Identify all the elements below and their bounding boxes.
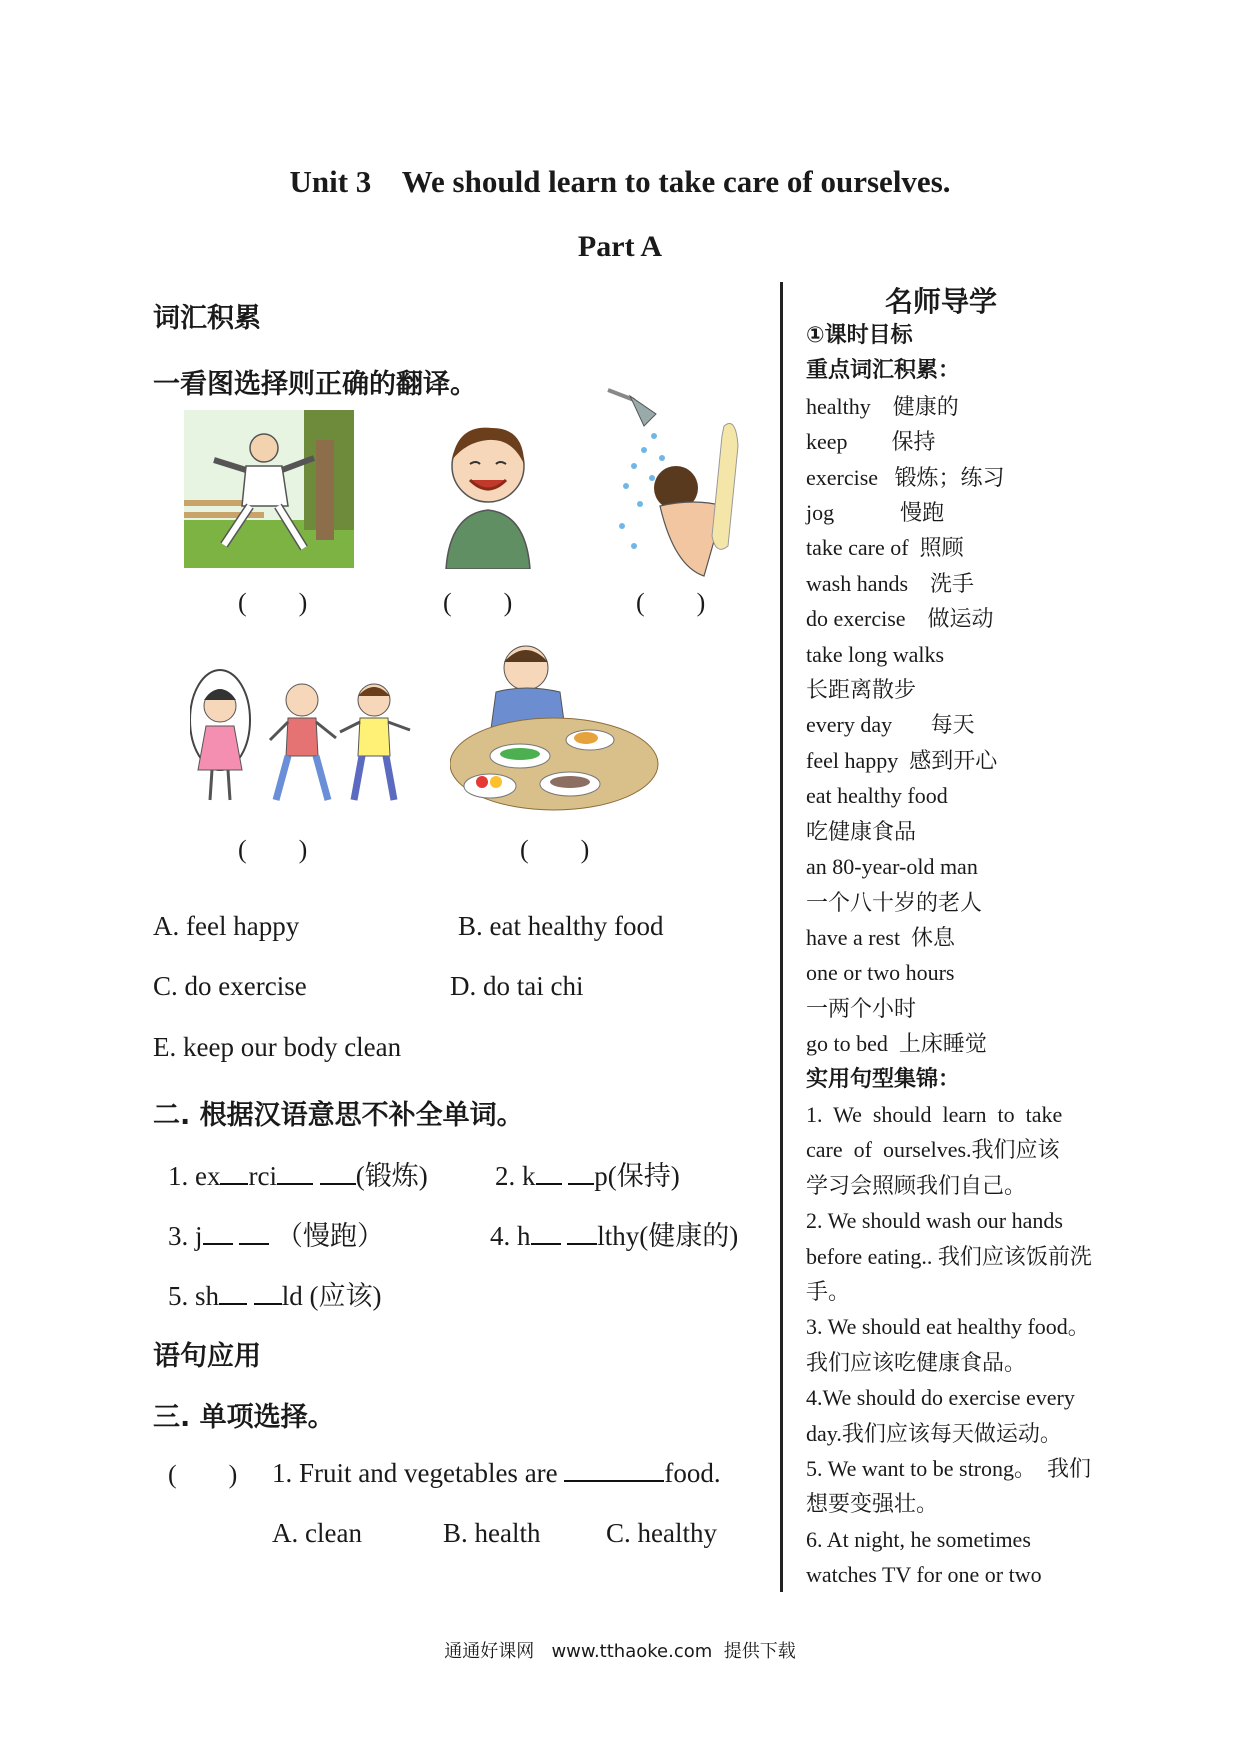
answer-paren-3[interactable]: ( ) — [636, 588, 706, 617]
answer-paren-4[interactable]: ( ) — [238, 835, 308, 864]
q2-item-4 — [490, 1214, 738, 1253]
page-title: Unit 3 We should learn to take care of ourselves. — [289, 164, 951, 199]
section-vocab-heading: 词汇积累 — [153, 303, 261, 334]
sidebar-title: 名师导学 — [885, 285, 998, 318]
q3-option-b: B. health — [443, 1518, 541, 1548]
q3-answer-paren[interactable]: ( ) — [168, 1460, 238, 1489]
q2-item-1-suffix: (锻炼) — [355, 1161, 428, 1191]
q2-item-3 — [168, 1214, 384, 1253]
section-sentence-heading: 语句应用 — [153, 1341, 261, 1372]
sidebar-sentence-heading: 实用句型集锦： — [806, 1066, 961, 1092]
blank[interactable] — [203, 1243, 233, 1245]
tai-chi-picture — [184, 410, 354, 568]
sidebar-vocab-item: eat healthy food — [806, 783, 948, 809]
q3-question-1-text: 1. Fruit and vegetables are — [272, 1458, 558, 1488]
sidebar-vocab-item: jog 慢跑 — [806, 500, 945, 526]
blank[interactable] — [531, 1243, 561, 1245]
q2-item-5-suffix: ld (应该) — [281, 1281, 382, 1311]
sidebar-vocab-item: 一个八十岁的老人 — [806, 889, 983, 915]
blank[interactable] — [320, 1183, 356, 1185]
sidebar-sentence-item: 手。 — [806, 1278, 851, 1304]
sidebar-vocab-heading: 重点词汇积累： — [806, 358, 961, 384]
option-a: A. feel happy — [153, 911, 300, 941]
q1-heading: 一看图选择则正确的翻译。 — [153, 369, 477, 400]
q2-item-2-prefix: 2. k — [495, 1161, 536, 1191]
q2-item-1 — [168, 1154, 428, 1193]
q2-item-3-suffix: （慢跑） — [276, 1221, 385, 1251]
sidebar-vocab-list — [806, 389, 1106, 1062]
sidebar-vocab-item: do exercise 做运动 — [806, 606, 994, 632]
sidebar-vocab-item: one or two hours — [806, 960, 955, 986]
q2-item-1-middle: rci — [248, 1161, 277, 1191]
sidebar-vocab-item: have a rest 休息 — [806, 924, 956, 950]
sidebar-vocab-item: an 80-year-old man — [806, 854, 978, 880]
q3-option-c: C. healthy — [606, 1518, 717, 1548]
blank[interactable] — [239, 1243, 269, 1245]
sidebar-vocab-item: 长距离散步 — [806, 677, 917, 703]
q2-heading: 二. 根据汉语意思不补全单词。 — [153, 1100, 524, 1131]
sidebar-sentence-item: care of ourselves.我们应该 — [806, 1137, 1060, 1163]
q2-item-5-prefix: 5. sh — [168, 1281, 220, 1311]
option-c: C. do exercise — [153, 971, 307, 1001]
blank[interactable] — [567, 1243, 597, 1245]
q2-item-4-prefix: 4. h — [490, 1221, 531, 1251]
sidebar-sentence-item: day.我们应该每天做运动。 — [806, 1420, 1062, 1446]
sidebar-vocab-item: every day 每天 — [806, 712, 975, 738]
q2-item-2 — [495, 1154, 680, 1193]
answer-paren-5[interactable]: ( ) — [520, 835, 590, 864]
sidebar-sentence-item: 4.We should do exercise every — [806, 1385, 1075, 1411]
sidebar-vocab-item: wash hands 洗手 — [806, 570, 975, 596]
page-footer: 通通好课网 www.tthaoke.com 提供下载 — [444, 1641, 796, 1662]
sidebar-sentence-item: 3. We should eat healthy food。 — [806, 1314, 1090, 1340]
q2-item-4-suffix: lthy(健康的) — [597, 1221, 739, 1251]
sidebar-vocab-item: 吃健康食品 — [806, 818, 917, 844]
sidebar-sentence-item: before eating.. 我们应该饭前洗 — [806, 1243, 1092, 1269]
sidebar-sentence-item: 6. At night, he sometimes — [806, 1526, 1031, 1552]
sidebar-vocab-item: exercise 锻炼；练习 — [806, 464, 1005, 490]
happy-boy-picture — [428, 414, 548, 569]
blank[interactable] — [254, 1303, 282, 1305]
sidebar-sentence-item: 5. We want to be strong。 我们 — [806, 1456, 1092, 1481]
q3-question-1-end: food. — [664, 1458, 721, 1488]
blank[interactable] — [568, 1183, 594, 1185]
sidebar-vocab-item: take care of 照顾 — [806, 535, 964, 561]
shower-picture — [604, 386, 754, 582]
sidebar-sentence-item: 学习会照顾我们自己。 — [806, 1172, 1027, 1198]
option-b: B. eat healthy food — [458, 911, 664, 941]
blank[interactable] — [564, 1480, 664, 1482]
q3-option-a: A. clean — [272, 1518, 362, 1548]
sidebar-sentence-item: 我们应该吃健康食品。 — [806, 1349, 1027, 1375]
option-e: E. keep our body clean — [153, 1032, 402, 1062]
sidebar — [806, 318, 1106, 1593]
sidebar-vocab-item: go to bed 上床睡觉 — [806, 1031, 987, 1057]
sidebar-vocab-item: take long walks — [806, 641, 945, 667]
exercising-kids-picture — [190, 660, 414, 810]
q2-item-2-suffix: p(保持) — [594, 1161, 680, 1191]
blank[interactable] — [219, 1303, 247, 1305]
sidebar-sentence-item: 2. We should wash our hands — [806, 1208, 1063, 1234]
q2-item-5 — [168, 1274, 382, 1313]
sidebar-sentence-item: 想要变强壮。 — [806, 1491, 939, 1517]
sidebar-vocab-item: keep 保持 — [806, 429, 936, 455]
eating-food-picture — [450, 636, 660, 812]
sidebar-goal: ①课时目标 — [806, 323, 913, 348]
q2-item-3-prefix: 3. j — [168, 1221, 203, 1251]
sidebar-vocab-item: healthy 健康的 — [806, 393, 959, 419]
page-subtitle: Part A — [577, 230, 663, 263]
q2-item-1-prefix: 1. ex — [168, 1161, 221, 1191]
blank[interactable] — [536, 1183, 562, 1185]
answer-paren-2[interactable]: ( ) — [443, 588, 513, 617]
blank[interactable] — [277, 1183, 313, 1185]
sidebar-vocab-item: feel happy 感到开心 — [806, 747, 998, 773]
q3-heading: 三. 单项选择。 — [153, 1402, 335, 1433]
option-d: D. do tai chi — [450, 971, 584, 1001]
sidebar-sentence-list — [806, 1097, 1106, 1593]
column-divider — [780, 282, 783, 1592]
q3-question-1 — [272, 1458, 721, 1489]
sidebar-sentence-item: watches TV for one or two — [806, 1562, 1042, 1588]
answer-paren-1[interactable]: ( ) — [238, 588, 308, 617]
sidebar-vocab-item: 一两个小时 — [806, 995, 917, 1021]
blank[interactable] — [220, 1183, 248, 1185]
sidebar-sentence-item: 1. We should learn to take — [806, 1101, 1063, 1127]
